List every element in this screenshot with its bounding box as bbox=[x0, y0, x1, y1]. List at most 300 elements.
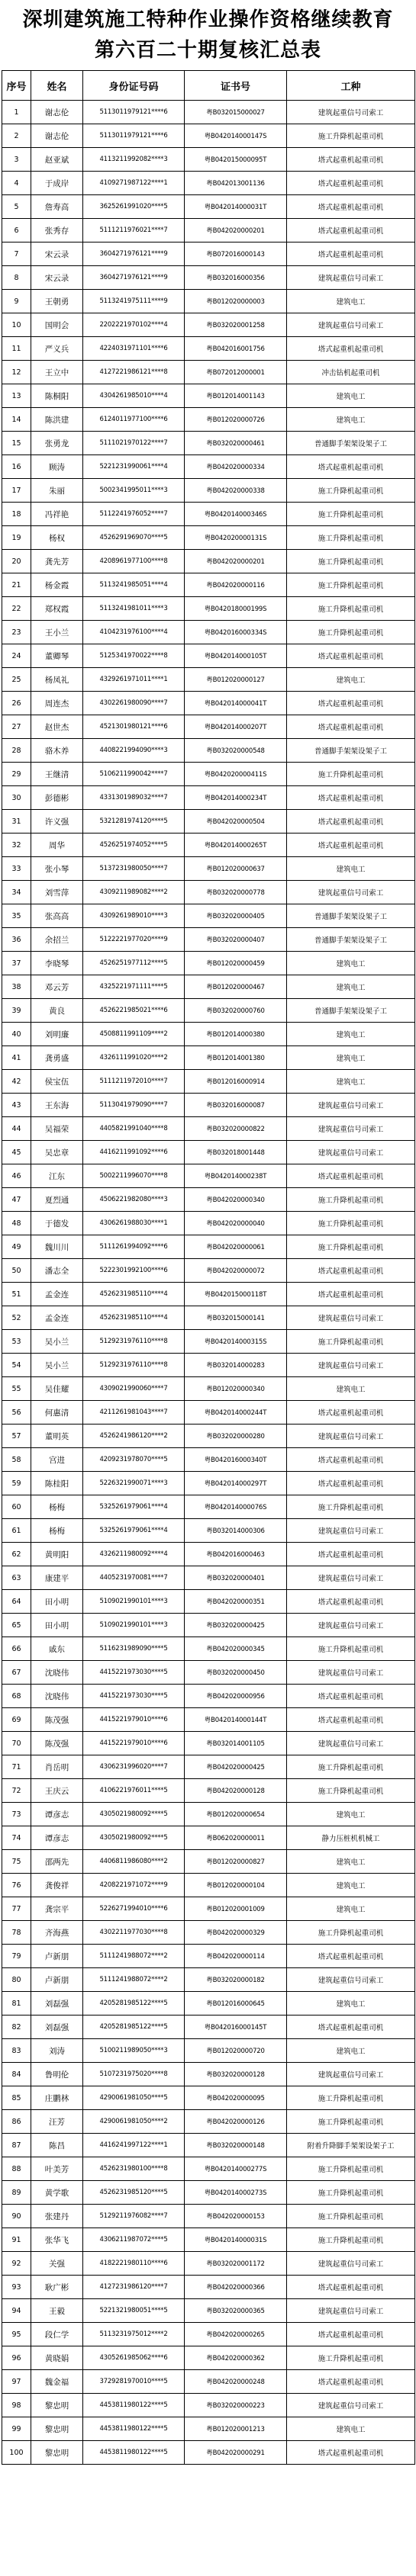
row-name: 陈茂强 bbox=[31, 1732, 83, 1755]
row-cert-number: 粤B042020000153 bbox=[185, 2205, 287, 2228]
row-cert-number: 粤B042020000126 bbox=[185, 2110, 287, 2134]
row-index: 26 bbox=[2, 692, 31, 715]
row-trade: 建筑电工 bbox=[287, 1046, 415, 1070]
row-cert-number: 粤B042013001136 bbox=[185, 172, 287, 195]
table-row bbox=[2, 2394, 415, 2417]
row-trade: 附着升降脚手架架设架子工 bbox=[287, 2134, 415, 2157]
row-id-number: 5221321980051****5 bbox=[83, 2299, 185, 2323]
table-row bbox=[2, 952, 415, 975]
row-trade: 施工升降机起重司机 bbox=[287, 2181, 415, 2205]
row-trade: 建筑起重信号司索工 bbox=[287, 1354, 415, 1377]
row-cert-number: 粤B042014000277S bbox=[185, 2157, 287, 2181]
row-cert-number: 粤B042015000118T bbox=[185, 1283, 287, 1306]
row-trade: 塔式起重机起重司机 bbox=[287, 1401, 415, 1425]
row-name: 王小兰 bbox=[31, 621, 83, 644]
row-index: 27 bbox=[2, 715, 31, 739]
row-trade: 塔式起重机起重司机 bbox=[287, 1164, 415, 1188]
row-index: 29 bbox=[2, 763, 31, 786]
row-id-number: 3625261991020****5 bbox=[83, 195, 185, 219]
row-name: 魏金福 bbox=[31, 2370, 83, 2394]
table-row bbox=[2, 2181, 415, 2205]
row-id-number: 4415221979010****6 bbox=[83, 1732, 185, 1755]
row-cert-number: 粤B012020000726 bbox=[185, 408, 287, 432]
table-row bbox=[2, 1259, 415, 1283]
row-index: 77 bbox=[2, 1897, 31, 1921]
table-row bbox=[2, 1945, 415, 1968]
table-row bbox=[2, 2086, 415, 2110]
row-name: 吴小兰 bbox=[31, 1330, 83, 1354]
row-name: 田小明 bbox=[31, 1590, 83, 1614]
row-cert-number: 粤B042020000334 bbox=[185, 455, 287, 479]
row-trade: 塔式起重机起重司机 bbox=[287, 715, 415, 739]
row-id-number: 4306261988030****1 bbox=[83, 1212, 185, 1235]
row-cert-number: 粤B062020000011 bbox=[185, 1826, 287, 1850]
table-row bbox=[2, 243, 415, 266]
row-cert-number: 粤B042020000345 bbox=[185, 1637, 287, 1661]
table-body bbox=[2, 101, 415, 2465]
table-row bbox=[2, 1094, 415, 1117]
row-index: 48 bbox=[2, 1212, 31, 1235]
row-id-number: 4453811980122****5 bbox=[83, 2394, 185, 2417]
title-line-2: 第六百二十期复核汇总表 bbox=[94, 39, 321, 62]
row-trade: 塔式起重机起重司机 bbox=[287, 219, 415, 243]
row-index: 51 bbox=[2, 1283, 31, 1306]
table-row bbox=[2, 1472, 415, 1495]
row-trade: 塔式起重机起重司机 bbox=[287, 243, 415, 266]
row-index: 79 bbox=[2, 1945, 31, 1968]
row-cert-number: 粤B012020001213 bbox=[185, 2417, 287, 2441]
row-name: 杨梅 bbox=[31, 1519, 83, 1543]
row-name: 于成岸 bbox=[31, 172, 83, 195]
table-row bbox=[2, 1377, 415, 1401]
row-cert-number: 粤B012020000720 bbox=[185, 2039, 287, 2063]
row-index: 96 bbox=[2, 2346, 31, 2370]
row-name: 龚宗平 bbox=[31, 1897, 83, 1921]
row-id-number: 5113241975111****9 bbox=[83, 290, 185, 313]
row-name: 吴福荣 bbox=[31, 1117, 83, 1141]
row-id-number: 5222301992100****6 bbox=[83, 1259, 185, 1283]
table-row bbox=[2, 1212, 415, 1235]
row-trade: 施工升降机起重司机 bbox=[287, 2228, 415, 2252]
row-cert-number: 粤B032020001172 bbox=[185, 2252, 287, 2276]
row-name: 邵两先 bbox=[31, 1850, 83, 1874]
row-index: 22 bbox=[2, 597, 31, 621]
row-id-number: 5325261979061****4 bbox=[83, 1519, 185, 1543]
row-cert-number: 粤B032020000425 bbox=[185, 1614, 287, 1637]
row-cert-number: 粤B042020000061 bbox=[185, 1235, 287, 1259]
row-index: 25 bbox=[2, 668, 31, 692]
row-cert-number: 粤B032020000778 bbox=[185, 881, 287, 904]
row-name: 段仁学 bbox=[31, 2323, 83, 2346]
row-index: 28 bbox=[2, 739, 31, 763]
row-cert-number: 粤B012020000340 bbox=[185, 1377, 287, 1401]
row-index: 81 bbox=[2, 1992, 31, 2016]
table-row bbox=[2, 1164, 415, 1188]
row-index: 64 bbox=[2, 1590, 31, 1614]
row-cert-number: 粤B042016000340T bbox=[185, 1448, 287, 1472]
table-row bbox=[2, 2039, 415, 2063]
row-id-number: 5226321990071****3 bbox=[83, 1472, 185, 1495]
row-cert-number: 粤B032020000548 bbox=[185, 739, 287, 763]
row-index: 73 bbox=[2, 1803, 31, 1826]
row-index: 17 bbox=[2, 479, 31, 503]
table-row bbox=[2, 739, 415, 763]
row-index: 65 bbox=[2, 1614, 31, 1637]
row-id-number: 4526241986120****2 bbox=[83, 1425, 185, 1448]
row-trade: 施工升降机起重司机 bbox=[287, 1188, 415, 1212]
row-id-number: 4208961977100****8 bbox=[83, 550, 185, 573]
row-name: 潘志全 bbox=[31, 1259, 83, 1283]
table-row bbox=[2, 1188, 415, 1212]
row-trade: 建筑电工 bbox=[287, 668, 415, 692]
row-trade: 冲击钻机起重司机 bbox=[287, 361, 415, 384]
row-name: 朱丽 bbox=[31, 479, 83, 503]
row-name: 康建平 bbox=[31, 1566, 83, 1590]
row-name: 王庆云 bbox=[31, 1779, 83, 1803]
row-name: 王毅 bbox=[31, 2299, 83, 2323]
row-cert-number: 粤B042020000329 bbox=[185, 1921, 287, 1945]
row-index: 9 bbox=[2, 290, 31, 313]
row-name: 于德发 bbox=[31, 1212, 83, 1235]
row-name: 江东 bbox=[31, 1164, 83, 1188]
row-cert-number: 粤B042016000145T bbox=[185, 2016, 287, 2039]
row-trade: 建筑电工 bbox=[287, 1070, 415, 1094]
row-id-number: 4526231980100****8 bbox=[83, 2157, 185, 2181]
row-index: 52 bbox=[2, 1306, 31, 1330]
row-name: 许义强 bbox=[31, 810, 83, 834]
row-index: 19 bbox=[2, 526, 31, 550]
row-id-number: 6124011977100****6 bbox=[83, 408, 185, 432]
table-row bbox=[2, 644, 415, 668]
row-cert-number: 粤B042020000291 bbox=[185, 2441, 287, 2465]
row-trade: 建筑电工 bbox=[287, 2417, 415, 2441]
row-name: 周连杰 bbox=[31, 692, 83, 715]
row-name: 沈晓伟 bbox=[31, 1685, 83, 1708]
table-row bbox=[2, 881, 415, 904]
row-cert-number: 粤B042014000147S bbox=[185, 124, 287, 148]
row-id-number: 4526231985120****5 bbox=[83, 2181, 185, 2205]
table-row bbox=[2, 290, 415, 313]
row-index: 18 bbox=[2, 503, 31, 526]
row-name: 谢志伦 bbox=[31, 101, 83, 124]
table-header-row bbox=[2, 71, 415, 101]
row-name: 黄良 bbox=[31, 999, 83, 1023]
row-cert-number: 粤B072016000143 bbox=[185, 243, 287, 266]
row-name: 邓云芳 bbox=[31, 975, 83, 999]
row-id-number: 5107231975020****8 bbox=[83, 2063, 185, 2086]
row-cert-number: 粤B042020000201 bbox=[185, 219, 287, 243]
row-name: 黎忠明 bbox=[31, 2441, 83, 2465]
row-trade: 塔式起重机起重司机 bbox=[287, 2441, 415, 2465]
row-cert-number: 粤B042020000362 bbox=[185, 2346, 287, 2370]
row-trade: 建筑起重信号司索工 bbox=[287, 881, 415, 904]
row-trade: 建筑起重信号司索工 bbox=[287, 1566, 415, 1590]
row-cert-number: 粤B042020000265 bbox=[185, 2323, 287, 2346]
row-index: 11 bbox=[2, 337, 31, 361]
row-name: 吴忠章 bbox=[31, 1141, 83, 1164]
row-cert-number: 粤B042014000031S bbox=[185, 2228, 287, 2252]
row-id-number: 5129231976110****8 bbox=[83, 1354, 185, 1377]
row-trade: 塔式起重机起重司机 bbox=[287, 692, 415, 715]
row-index: 37 bbox=[2, 952, 31, 975]
row-index: 47 bbox=[2, 1188, 31, 1212]
table-row bbox=[2, 1850, 415, 1874]
row-name: 庄鹏林 bbox=[31, 2086, 83, 2110]
row-index: 55 bbox=[2, 1377, 31, 1401]
row-cert-number: 粤B012014000380 bbox=[185, 1023, 287, 1046]
row-cert-number: 粤B042014000297T bbox=[185, 1472, 287, 1495]
row-name: 王立中 bbox=[31, 361, 83, 384]
row-id-number: 4309021990060****7 bbox=[83, 1377, 185, 1401]
row-trade: 建筑电工 bbox=[287, 1023, 415, 1046]
row-trade: 塔式起重机起重司机 bbox=[287, 148, 415, 172]
row-trade: 普通脚手架架设架子工 bbox=[287, 904, 415, 928]
table-row bbox=[2, 2370, 415, 2394]
row-cert-number: 粤B042016000334S bbox=[185, 621, 287, 644]
table-row bbox=[2, 597, 415, 621]
row-cert-number: 粤B032014000283 bbox=[185, 1354, 287, 1377]
row-trade: 施工升降机起重司机 bbox=[287, 1779, 415, 1803]
row-cert-number: 粤B042014000031T bbox=[185, 195, 287, 219]
table-row bbox=[2, 1803, 415, 1826]
summary-table bbox=[2, 70, 415, 2465]
row-cert-number: 粤B012020001009 bbox=[185, 1897, 287, 1921]
row-id-number: 5221231990061****4 bbox=[83, 455, 185, 479]
row-cert-number: 粤B012020000467 bbox=[185, 975, 287, 999]
table-row bbox=[2, 1874, 415, 1897]
row-id-number: 4521301980121****6 bbox=[83, 715, 185, 739]
row-name: 夏烈通 bbox=[31, 1188, 83, 1212]
row-id-number: 4182221980110****6 bbox=[83, 2252, 185, 2276]
row-trade: 塔式起重机起重司机 bbox=[287, 2276, 415, 2299]
row-cert-number: 粤B032018001448 bbox=[185, 1141, 287, 1164]
row-id-number: 4106221976011****5 bbox=[83, 1779, 185, 1803]
table-row bbox=[2, 1235, 415, 1259]
row-cert-number: 粤B032016000356 bbox=[185, 266, 287, 290]
row-id-number: 4416211991092****6 bbox=[83, 1141, 185, 1164]
row-id-number: 5226271994010****6 bbox=[83, 1897, 185, 1921]
row-trade: 施工升降机起重司机 bbox=[287, 1637, 415, 1661]
row-name: 杨梅 bbox=[31, 1495, 83, 1519]
row-trade: 塔式起重机起重司机 bbox=[287, 195, 415, 219]
table-row bbox=[2, 1306, 415, 1330]
table-row bbox=[2, 1826, 415, 1850]
row-trade: 建筑电工 bbox=[287, 1897, 415, 1921]
row-cert-number: 粤B042014000244T bbox=[185, 1401, 287, 1425]
row-cert-number: 粤B042014000234T bbox=[185, 786, 287, 810]
row-trade: 建筑起重信号司索工 bbox=[287, 313, 415, 337]
row-id-number: 4416241997122****1 bbox=[83, 2134, 185, 2157]
row-cert-number: 粤B042014000315S bbox=[185, 1330, 287, 1354]
row-index: 56 bbox=[2, 1401, 31, 1425]
table-row bbox=[2, 1401, 415, 1425]
table-row bbox=[2, 1519, 415, 1543]
row-trade: 塔式起重机起重司机 bbox=[287, 1448, 415, 1472]
table-row bbox=[2, 337, 415, 361]
table-row bbox=[2, 763, 415, 786]
row-trade: 塔式起重机起重司机 bbox=[287, 1708, 415, 1732]
table-row bbox=[2, 2228, 415, 2252]
row-cert-number: 粤B032020000461 bbox=[185, 432, 287, 455]
table-row bbox=[2, 2205, 415, 2228]
row-trade: 施工升降机起重司机 bbox=[287, 763, 415, 786]
row-id-number: 4526291969070****5 bbox=[83, 526, 185, 550]
row-trade: 塔式起重机起重司机 bbox=[287, 1945, 415, 1968]
row-name: 黎忠明 bbox=[31, 2394, 83, 2417]
table-row bbox=[2, 124, 415, 148]
row-index: 75 bbox=[2, 1850, 31, 1874]
row-trade: 普通脚手架架设架子工 bbox=[287, 432, 415, 455]
table-row bbox=[2, 1732, 415, 1755]
row-trade: 普通脚手架架设架子工 bbox=[287, 999, 415, 1023]
row-id-number: 4309261989010****3 bbox=[83, 904, 185, 928]
row-id-number: 5113041979090****7 bbox=[83, 1094, 185, 1117]
table-row bbox=[2, 928, 415, 952]
table-row bbox=[2, 2063, 415, 2086]
row-index: 53 bbox=[2, 1330, 31, 1354]
row-id-number: 4113211992082****3 bbox=[83, 148, 185, 172]
row-name: 杨权 bbox=[31, 526, 83, 550]
table-row bbox=[2, 1779, 415, 1803]
row-trade: 施工升降机起重司机 bbox=[287, 2157, 415, 2181]
row-id-number: 4306211987072****5 bbox=[83, 2228, 185, 2252]
table-row bbox=[2, 668, 415, 692]
row-index: 1 bbox=[2, 101, 31, 124]
row-name: 张勇龙 bbox=[31, 432, 83, 455]
row-trade: 施工升降机起重司机 bbox=[287, 2086, 415, 2110]
row-index: 57 bbox=[2, 1425, 31, 1448]
row-name: 刘磊强 bbox=[31, 1992, 83, 2016]
row-name: 卢新朋 bbox=[31, 1968, 83, 1992]
table-row bbox=[2, 2299, 415, 2323]
row-trade: 塔式起重机起重司机 bbox=[287, 2370, 415, 2394]
row-trade: 建筑起重信号司索工 bbox=[287, 1614, 415, 1637]
row-name: 黄晓娟 bbox=[31, 2346, 83, 2370]
row-cert-number: 粤B012020000654 bbox=[185, 1803, 287, 1826]
row-id-number: 5137231980050****7 bbox=[83, 857, 185, 881]
row-name: 郑权霞 bbox=[31, 597, 83, 621]
table-row bbox=[2, 408, 415, 432]
row-id-number: 4405821991040****8 bbox=[83, 1117, 185, 1141]
row-index: 44 bbox=[2, 1117, 31, 1141]
row-index: 23 bbox=[2, 621, 31, 644]
row-id-number: 5113011979121****6 bbox=[83, 124, 185, 148]
row-trade: 建筑起重信号司索工 bbox=[287, 1968, 415, 1992]
row-trade: 塔式起重机起重司机 bbox=[287, 1590, 415, 1614]
row-id-number: 4104231976100****4 bbox=[83, 621, 185, 644]
table-row bbox=[2, 1283, 415, 1306]
row-trade: 塔式起重机起重司机 bbox=[287, 1685, 415, 1708]
table-row bbox=[2, 573, 415, 597]
row-index: 59 bbox=[2, 1472, 31, 1495]
row-trade: 建筑起重信号司索工 bbox=[287, 1519, 415, 1543]
row-trade: 建筑电工 bbox=[287, 1803, 415, 1826]
row-id-number: 4408221994090****3 bbox=[83, 739, 185, 763]
row-index: 95 bbox=[2, 2323, 31, 2346]
row-cert-number: 粤B042014000041T bbox=[185, 692, 287, 715]
row-id-number: 4302211977030****8 bbox=[83, 1921, 185, 1945]
row-index: 54 bbox=[2, 1354, 31, 1377]
row-id-number: 4326211980092****4 bbox=[83, 1543, 185, 1566]
row-id-number: 4208221971072****9 bbox=[83, 1874, 185, 1897]
row-cert-number: 粤B042018000199S bbox=[185, 597, 287, 621]
table-row bbox=[2, 1637, 415, 1661]
row-id-number: 5125341970022****8 bbox=[83, 644, 185, 668]
row-name: 叶美芳 bbox=[31, 2157, 83, 2181]
row-index: 58 bbox=[2, 1448, 31, 1472]
row-id-number: 5100211989050****3 bbox=[83, 2039, 185, 2063]
row-index: 100 bbox=[2, 2441, 31, 2465]
row-cert-number: 粤B032020000405 bbox=[185, 904, 287, 928]
row-id-number: 4508811991109****2 bbox=[83, 1023, 185, 1046]
row-cert-number: 粤B042014000105T bbox=[185, 644, 287, 668]
row-trade: 施工升降机起重司机 bbox=[287, 2205, 415, 2228]
row-cert-number: 粤B042015000095T bbox=[185, 148, 287, 172]
table-row bbox=[2, 1448, 415, 1472]
row-cert-number: 粤B012020000003 bbox=[185, 290, 287, 313]
row-id-number: 4526221985021****6 bbox=[83, 999, 185, 1023]
table-row bbox=[2, 384, 415, 408]
row-name: 王东海 bbox=[31, 1094, 83, 1117]
row-name: 杨金霞 bbox=[31, 573, 83, 597]
row-cert-number: 粤B032020000760 bbox=[185, 999, 287, 1023]
row-id-number: 5122221977020****9 bbox=[83, 928, 185, 952]
row-name: 龚先芳 bbox=[31, 550, 83, 573]
row-id-number: 2202221970102****4 bbox=[83, 313, 185, 337]
table-row bbox=[2, 2016, 415, 2039]
row-index: 90 bbox=[2, 2205, 31, 2228]
table-row bbox=[2, 1354, 415, 1377]
row-index: 35 bbox=[2, 904, 31, 928]
row-name: 黄学歌 bbox=[31, 2181, 83, 2205]
row-index: 6 bbox=[2, 219, 31, 243]
row-id-number: 4306231996020****7 bbox=[83, 1755, 185, 1779]
row-id-number: 4326111991020****2 bbox=[83, 1046, 185, 1070]
row-id-number: 4526231985110****4 bbox=[83, 1283, 185, 1306]
row-trade: 施工升降机起重司机 bbox=[287, 1212, 415, 1235]
header-trade: 工种 bbox=[287, 71, 415, 101]
row-name: 陈洪建 bbox=[31, 408, 83, 432]
row-index: 41 bbox=[2, 1046, 31, 1070]
table-row bbox=[2, 101, 415, 124]
row-name: 李晓琴 bbox=[31, 952, 83, 975]
row-index: 31 bbox=[2, 810, 31, 834]
row-cert-number: 粤B012020000637 bbox=[185, 857, 287, 881]
row-name: 孟金连 bbox=[31, 1283, 83, 1306]
row-cert-number: 粤B042020000956 bbox=[185, 1685, 287, 1708]
row-name: 严义兵 bbox=[31, 337, 83, 361]
row-index: 5 bbox=[2, 195, 31, 219]
row-cert-number: 粤B042020000366 bbox=[185, 2276, 287, 2299]
row-index: 88 bbox=[2, 2157, 31, 2181]
row-cert-number: 粤B032020000365 bbox=[185, 2299, 287, 2323]
row-id-number: 4415221979010****6 bbox=[83, 1708, 185, 1732]
row-index: 97 bbox=[2, 2370, 31, 2394]
row-name: 顾涛 bbox=[31, 455, 83, 479]
row-trade: 建筑起重信号司索工 bbox=[287, 1661, 415, 1685]
row-name: 刘雪萍 bbox=[31, 881, 83, 904]
row-id-number: 4331301989032****7 bbox=[83, 786, 185, 810]
row-cert-number: 粤B032020001258 bbox=[185, 313, 287, 337]
row-name: 詹寿高 bbox=[31, 195, 83, 219]
row-index: 85 bbox=[2, 2086, 31, 2110]
row-cert-number: 粤B012016000645 bbox=[185, 1992, 287, 2016]
row-index: 63 bbox=[2, 1566, 31, 1590]
row-index: 76 bbox=[2, 1874, 31, 1897]
row-id-number: 5109021990101****3 bbox=[83, 1590, 185, 1614]
row-id-number: 4304261985010****4 bbox=[83, 384, 185, 408]
row-name: 张秀存 bbox=[31, 219, 83, 243]
